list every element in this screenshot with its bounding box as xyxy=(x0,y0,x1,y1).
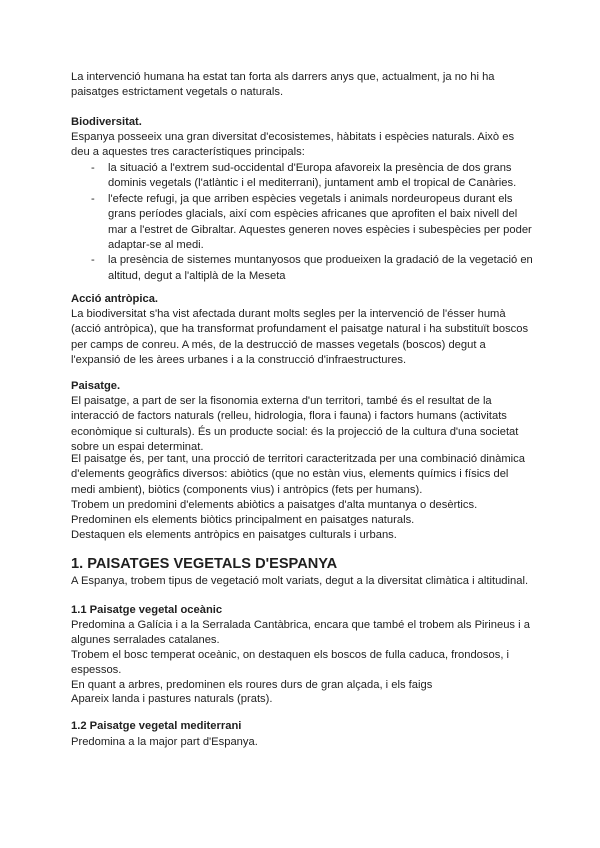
paisatge-paragraph-3: Trobem un predomini d'elements abiòtics a paisatges d'alta muntanya o desèrtics. xyxy=(71,499,478,511)
biodiversitat-list xyxy=(71,161,533,284)
section-1-paragraph: A Espanya, trobem tipus de vegetació molt variats, degut a la diversitat climàtica i altitudinal. xyxy=(71,575,529,587)
section-1-1-paragraph-1: Predomina a Galícia i a la Serralada Cantàbrica, encara que també el trobem als Pirineus i a algunes serralades catalanes. xyxy=(71,619,530,647)
accio-heading: Acció antròpica. xyxy=(71,293,159,305)
biodiversitat-intro: Espanya posseeix una gran diversitat d'ecosistemes, hàbitats i espècies naturals. Això es deu a aquestes tres característiques principals: xyxy=(71,131,515,159)
list-item: - l'efecte refugi, ja que arriben espècies vegetals i animals nordeuropeus durant els grans períodes glacials, així com espècies africanes que aprofiten el baix nivell del mar a l'estret de Gibraltar. Aquestes generen noves espècies i subespècies per poder adaptar-se al medi. xyxy=(91,192,532,252)
bullet-dash: - xyxy=(91,192,95,205)
section-1-2-heading: 1.2 Paisatge vegetal mediterrani xyxy=(71,720,242,732)
intro-paragraph: La intervenció humana ha estat tan forta als darrers anys que, actualment, ja no hi ha paisatges estrictament vegetals o naturals. xyxy=(71,71,495,99)
section-1-1-heading: 1.1 Paisatge vegetal oceànic xyxy=(71,604,223,616)
section-1-1-paragraph-3: En quant a arbres, predominen els roures durs de gran alçada, i els faigs xyxy=(71,679,433,691)
biodiversitat-heading: Biodiversitat. xyxy=(71,116,142,128)
list-item: - la situació a l'extrem sud-occidental d'Europa afavoreix la presència de dos grans dominis vegetals (l'atlàntic i el mediterrani), juntament amb el tropical de Canàries. xyxy=(91,162,517,190)
bullet-dash: - xyxy=(91,254,95,267)
section-1-1-paragraph-2: Trobem el bosc temperat oceànic, on destaquen els boscos de fulla caduca, frondosos, i espessos. xyxy=(71,649,510,677)
accio-paragraph: La biodiversitat s'ha vist afectada durant molts segles per la intervenció de l'ésser humà (acció antròpica), que ha transformat profundament el paisatge natural i ha substituït boscos per camps de conreu. A més, de la destrucció de masses vegetals (boscos) degut a l'expansió de les àrees urbanes i a la construcció d'infraestructures. xyxy=(71,308,529,367)
section-1-2-paragraph-1: Predomina a la major part d'Espanya. xyxy=(71,736,258,748)
section-1-1-paragraph-4: Apareix landa i pastures naturals (prats). xyxy=(71,693,273,705)
bullet-dash: - xyxy=(91,162,95,174)
section-1-heading: 1. PAISATGES VEGETALS D'ESPANYA xyxy=(71,556,338,572)
paisatge-paragraph-2: El paisatge és, per tant, una procció de territori caracteritzada per una combinació dinàmica d'elements geogràfics diversos: abiòtics (que no estàn vius, elements químics i físics del medi ambient), biòtics (components vius) i antròpics (fets per humans). xyxy=(71,453,525,496)
paisatge-paragraph-1: El paisatge, a part de ser la fisonomia externa d'un territori, també és el resultat de la interacció de factors naturals (relleu, hidrologia, flora i fauna) i factors humans (activitats econòmique si culturals). És un producte social: és la projecció de la cultura d'una societat sobre un espai determinat. xyxy=(71,395,519,454)
paisatge-paragraph-4: Predominen els elements biòtics principalment en paisatges naturals. xyxy=(71,514,415,526)
list-item: - la presència de sistemes muntanyosos que produeixen la gradació de la vegetació en altitud, degut a l'altiplà de la Meseta xyxy=(91,254,533,282)
paisatge-paragraph-5: Destaquen els elements antròpics en paisatges culturals i urbans. xyxy=(71,529,397,541)
paisatge-heading: Paisatge. xyxy=(71,380,121,392)
